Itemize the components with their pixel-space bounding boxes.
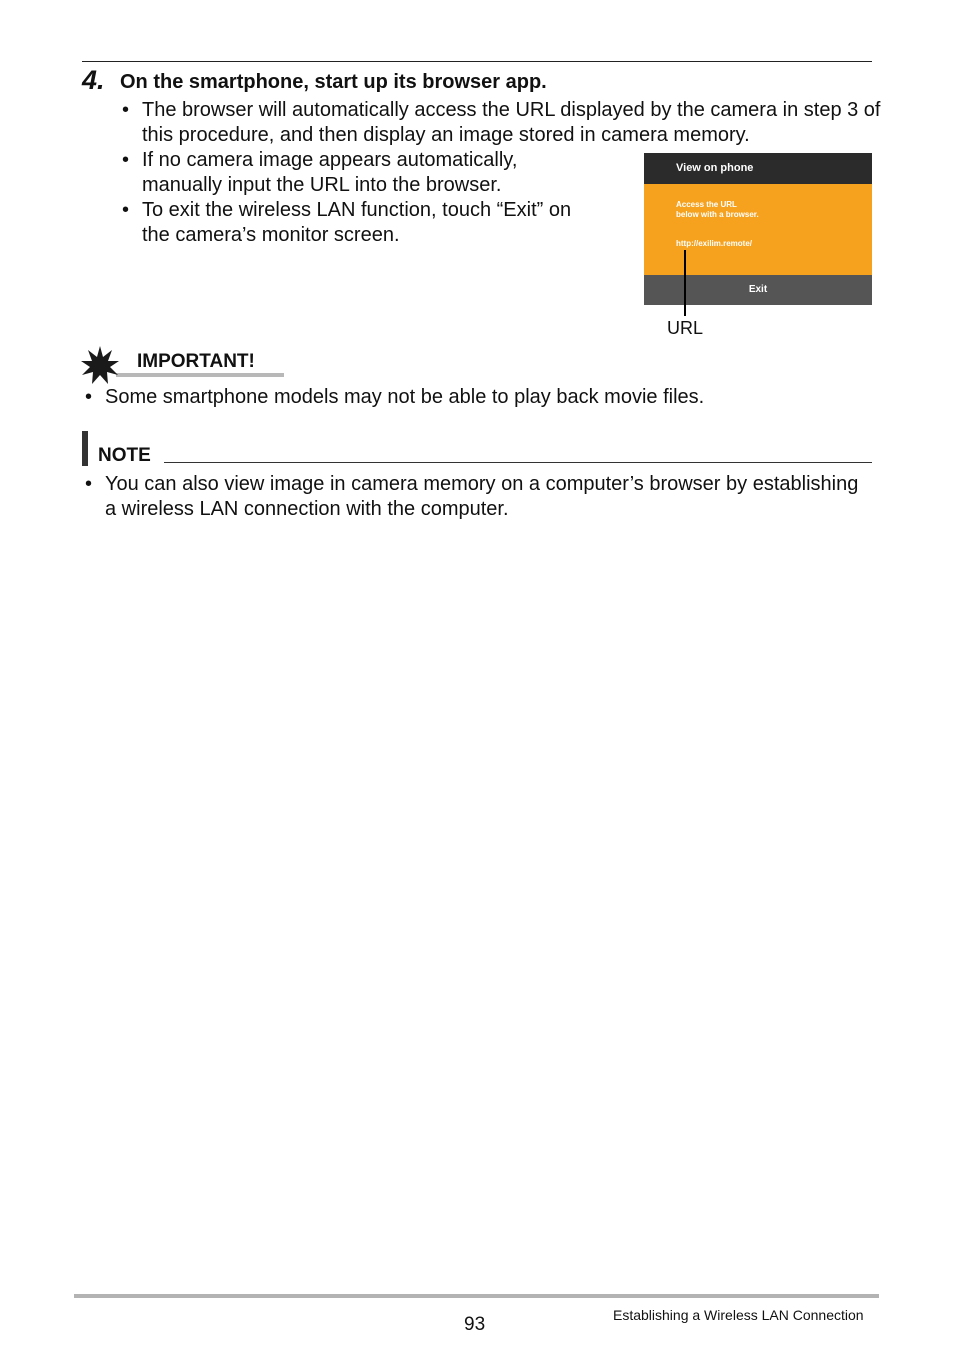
list-item: • If no camera image appears automatically, manually input the URL into the browser. — [122, 149, 518, 196]
bullet-text: You can also view image in camera memory on a computer’s browser by establishing a wireless LAN connection with the computer. — [105, 473, 859, 520]
list-item: • The browser will automatically access the URL displayed by the camera in step 3 of this procedure, and then display an image stored in camera memory. — [122, 99, 881, 146]
step-bullet-list-narrow — [122, 148, 602, 248]
burst-icon — [80, 345, 120, 390]
note-bar — [82, 431, 88, 466]
bullet-text: To exit the wireless LAN function, touch “Exit” on the camera’s monitor screen. — [142, 199, 572, 246]
top-rule — [82, 61, 872, 62]
note-label: NOTE — [98, 445, 151, 466]
url-callout-line — [684, 250, 686, 316]
camera-screen-illustration — [644, 153, 872, 305]
page-number: 93 — [464, 1314, 486, 1335]
step-number: 4. — [82, 65, 105, 95]
important-bullet-list — [85, 385, 845, 410]
bullet-text: Some smartphone models may not be able to play back movie files. — [105, 386, 705, 408]
note-rule — [164, 462, 872, 463]
important-underline — [116, 373, 284, 377]
step-bullet-list — [122, 98, 882, 148]
url-callout-label: URL — [667, 318, 704, 338]
bullet-text: The browser will automatically access the URL displayed by the camera in step 3 of this procedure, and then display an image stored in camera memory. — [142, 99, 881, 146]
list-item: • You can also view image in camera memory on a computer’s browser by establishing a wireless LAN connection with the computer. — [85, 473, 859, 520]
screen-message — [676, 200, 856, 220]
footer-section-title: Establishing a Wireless LAN Connection — [613, 1307, 864, 1323]
step-title: On the smartphone, start up its browser app. — [120, 71, 547, 93]
note-bullet-list — [85, 472, 865, 522]
screen-message-line: Access the URL — [676, 200, 737, 209]
screen-message-line: below with a browser. — [676, 210, 759, 219]
screen-exit-button: Exit — [644, 275, 872, 305]
important-label: IMPORTANT! — [137, 351, 255, 372]
footer-rule — [74, 1294, 879, 1298]
screen-body — [644, 184, 872, 275]
screen-header: View on phone — [644, 153, 872, 184]
list-item: • Some smartphone models may not be able to play back movie files. — [85, 386, 705, 408]
screen-url: http://exilim.remote/ — [676, 239, 753, 248]
list-item: • To exit the wireless LAN function, touch “Exit” on the camera’s monitor screen. — [122, 199, 572, 246]
bullet-text: If no camera image appears automatically, manually input the URL into the browser. — [142, 149, 518, 196]
